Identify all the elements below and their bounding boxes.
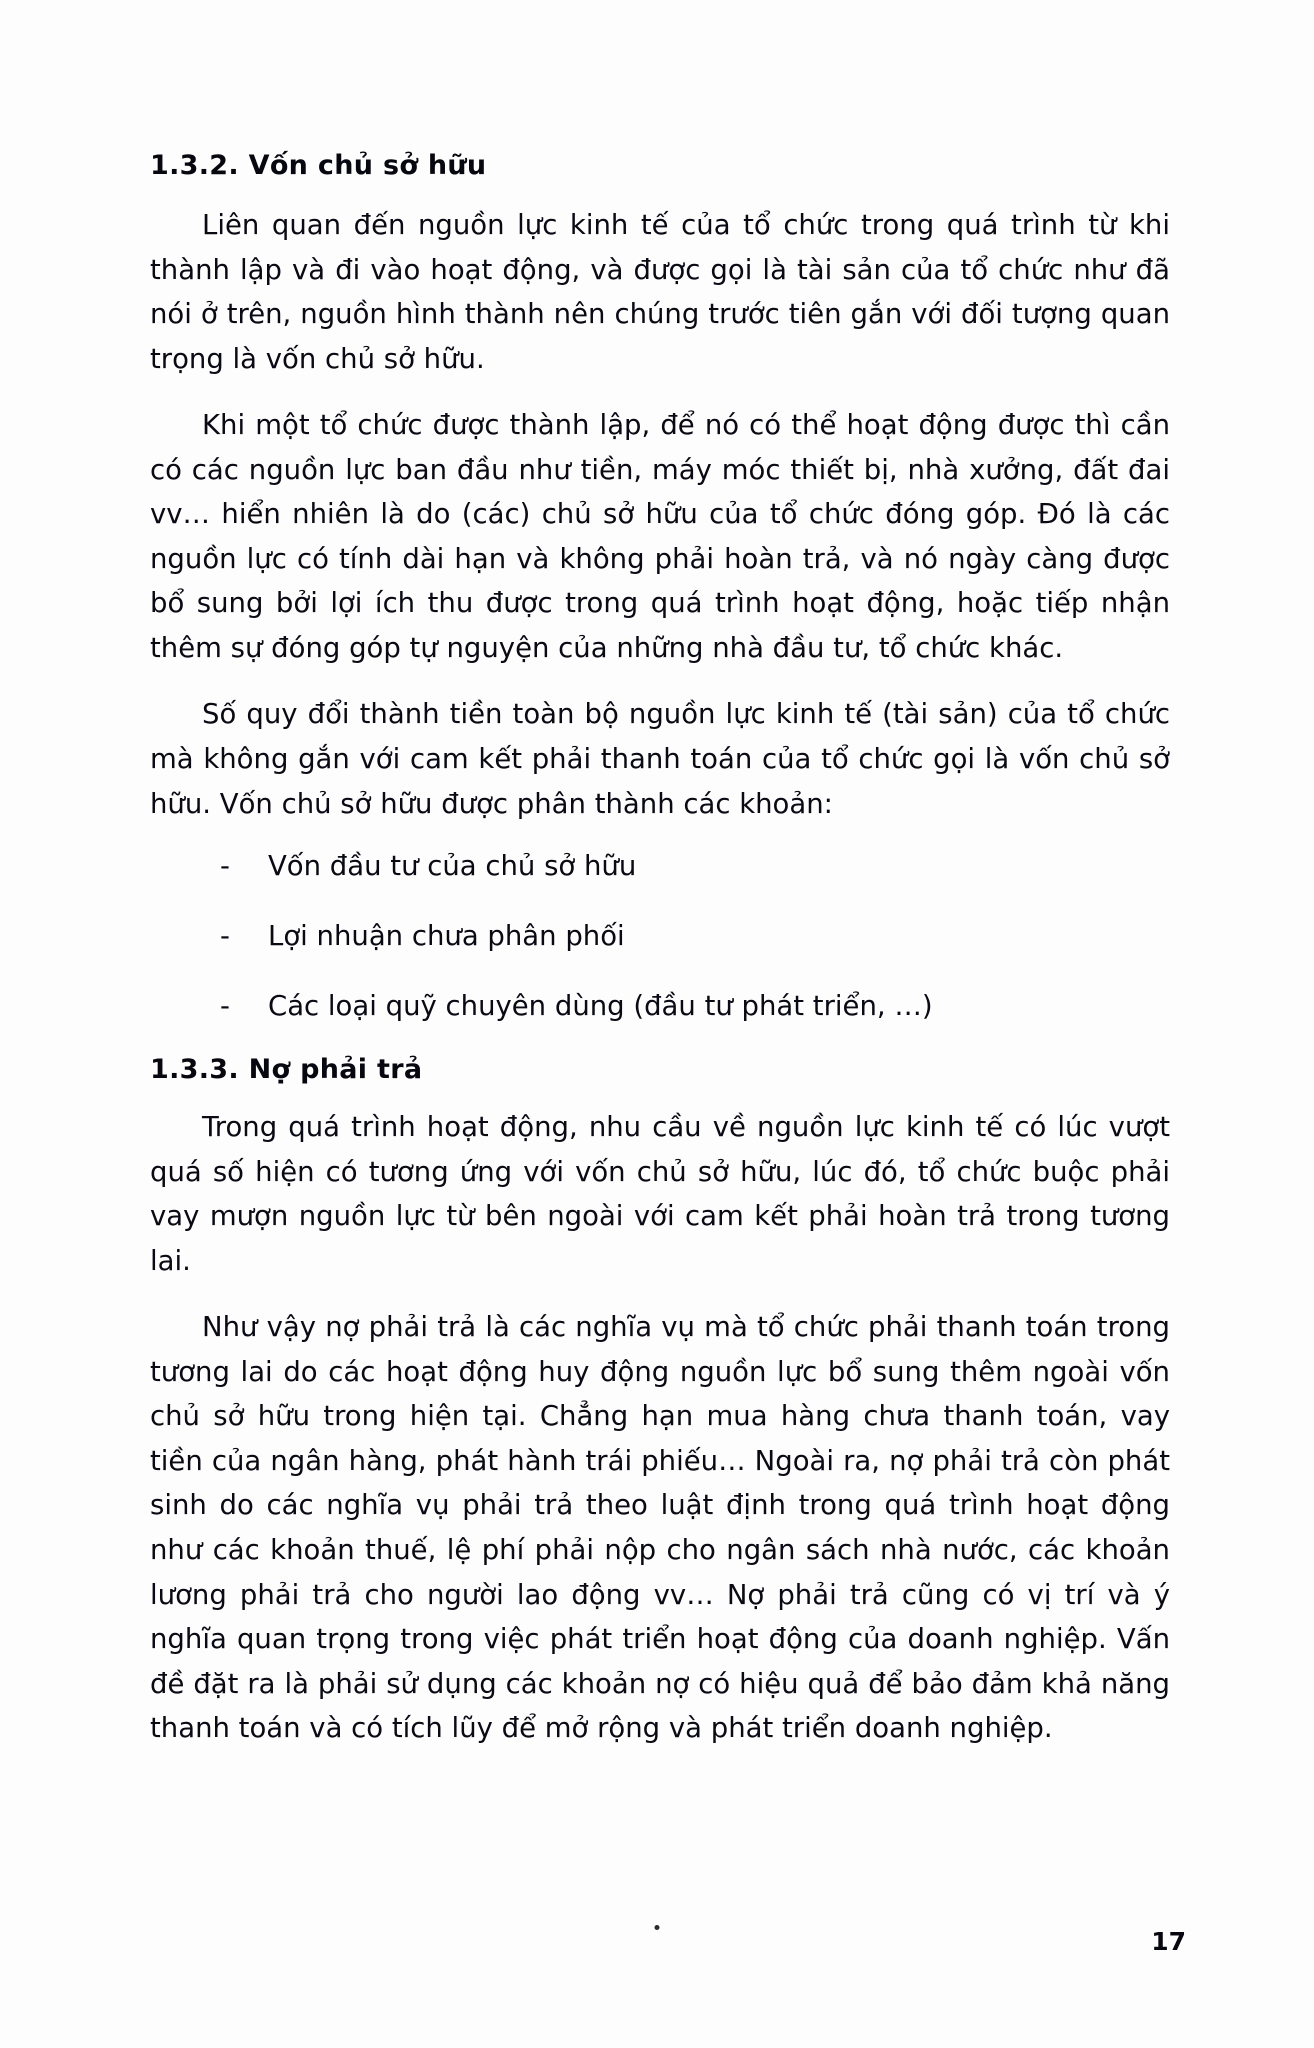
section-heading-1-3-3: 1.3.3. Nợ phải trả	[150, 1054, 423, 1086]
bullet-marker: -	[220, 990, 230, 1023]
bullet-marker: -	[220, 850, 230, 883]
list-item-label: Vốn đầu tư của chủ sở hữu	[268, 850, 637, 883]
paragraph: Khi một tổ chức được thành lập, để nó có thể hoạt động được thì cần có các nguồn lực ban đầu như tiền, máy móc thiết bị, nhà xưởng, đất đai vv… hiển nhiên là do (các) chủ sở hữu của tổ chức đóng góp. Đó là các nguồn lực có tính dài hạn và không phải hoàn trả, và nó ngày càng được bổ sung bởi lợi ích thu được trong quá trình hoạt động, hoặc tiếp nhận thêm sự đóng góp tự nguyện của những nhà đầu tư, tổ chức khác.	[150, 409, 1170, 664]
page-content	[150, 150, 1170, 1751]
section-heading-1-3-2: 1.3.2. Vốn chủ sở hữu	[150, 150, 487, 181]
paragraph: Như vậy nợ phải trả là các nghĩa vụ mà tổ chức phải thanh toán trong tương lai do các hoạt động huy động nguồn lực bổ sung thêm ngoài vốn chủ sở hữu trong hiện tại. Chẳng hạn mua hàng chưa thanh toán, vay tiền của ngân hàng, phát hành trái phiếu… Ngoài ra, nợ phải trả còn phát sinh do các nghĩa vụ phải trả theo luật định trong quá trình hoạt động như các khoản thuế, lệ phí phải nộp cho ngân sách nhà nước, các khoản lương phải trả cho người lao động vv… Nợ phải trả cũng có vị trí và ý nghĩa quan trọng trong việc phát triển hoạt động của doanh nghiệp. Vấn đề đặt ra là phải sử dụng các khoản nợ có hiệu quả để bảo đảm khả năng thanh toán và có tích lũy để mở rộng và phát triển doanh nghiệp.	[150, 1311, 1170, 1745]
paragraph: Liên quan đến nguồn lực kinh tế của tổ chức trong quá trình từ khi thành lập và đi vào hoạt động, và được gọi là tài sản của tổ chức như đã nói ở trên, nguồn hình thành nên chúng trước tiên gắn với đối tượng quan trọng là vốn chủ sở hữu.	[150, 209, 1170, 375]
page-centering-mark	[655, 1925, 660, 1930]
list-item	[150, 914, 1170, 958]
list-item	[150, 844, 1170, 888]
list-item	[150, 984, 1170, 1028]
page-number: 17	[1151, 1927, 1186, 1956]
bullet-marker: -	[220, 920, 230, 953]
bullet-list	[150, 844, 1170, 1028]
list-item-label: Lợi nhuận chưa phân phối	[268, 920, 625, 953]
list-item-label: Các loại quỹ chuyên dùng (đầu tư phát triển, …)	[268, 990, 933, 1023]
paragraph: Trong quá trình hoạt động, nhu cầu về nguồn lực kinh tế có lúc vượt quá số hiện có tương ứng với vốn chủ sở hữu, lúc đó, tổ chức buộc phải vay mượn nguồn lực từ bên ngoài với cam kết phải hoàn trả trong tương lai.	[150, 1111, 1170, 1277]
paragraph: Số quy đổi thành tiền toàn bộ nguồn lực kinh tế (tài sản) của tổ chức mà không gắn với cam kết phải thanh toán của tổ chức gọi là vốn chủ sở hữu. Vốn chủ sở hữu được phân thành các khoản:	[150, 698, 1170, 820]
